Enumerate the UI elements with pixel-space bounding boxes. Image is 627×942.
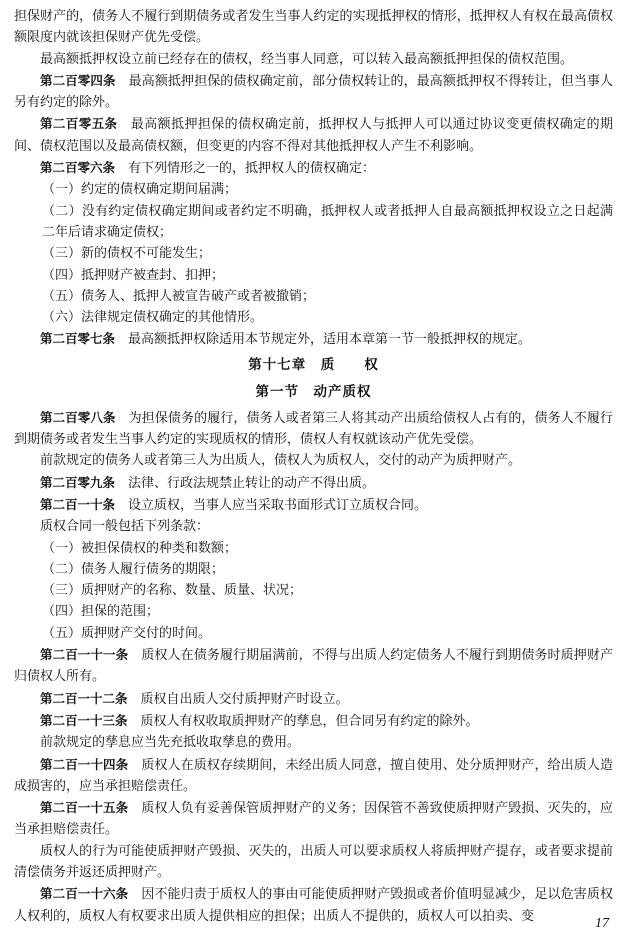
article-label: 第二百一十条 [40, 496, 116, 512]
article-paragraph [14, 407, 613, 451]
article-paragraph [14, 688, 613, 710]
paragraph: 担保财产的，债务人不履行到期债务或者发生当事人约定的实现抵押权的情形，抵押权人有权在最高债权额限度内就该担保财产优先受偿。 [14, 9, 613, 46]
article-paragraph [14, 113, 613, 157]
article-label: 第二百零七条 [40, 331, 116, 347]
article-text: 质权自出质人交付质押财产时设立。 [140, 691, 349, 707]
article-label: 第二百一十三条 [40, 712, 128, 728]
list-item: （一）约定的债权确定期间届满； [42, 182, 238, 198]
paragraph: 最高额抵押权设立前已经存在的债权，经当事人同意，可以转入最高额抵押担保的债权范围。 [40, 51, 574, 67]
list-item: （一）被担保债权的种类和数额； [42, 540, 238, 556]
article-label: 第二百零五条 [40, 116, 118, 132]
article-text: 质权人负有妥善保管质押财产的义务；因保管不善致使质押财产毁损、灭失的，应当承担赔偿责任。 [14, 801, 613, 838]
article-label: 第二百零六条 [40, 160, 116, 176]
list-item: （四）担保的范围； [42, 604, 160, 620]
list-item: （三）质押财产的名称、数量、质量、状况； [42, 583, 303, 599]
article-paragraph [14, 710, 613, 732]
article-paragraph [14, 494, 613, 516]
document-page [14, 6, 613, 927]
list-item: （二）债务人履行债务的期限； [42, 561, 225, 577]
paragraph: 质权人的行为可能使质押财产毁损、灭失的，出质人可以要求质权人将质押财产提存，或者要求提前清偿债务并返还质押财产。 [14, 843, 613, 880]
list-item: （五）债务人、抵押人被宣告破产或者被撤销； [42, 288, 316, 304]
article-label: 第二百一十二条 [40, 690, 128, 706]
article-label: 第二百零八条 [40, 409, 116, 425]
article-paragraph [14, 644, 613, 688]
paragraph: 前款规定的孳息应当先充抵收取孳息的费用。 [40, 735, 301, 751]
article-text: 因不能归责于质权人的事由可能使质押财产毁损或者价值明显减少，足以危害质权人权利的，质权人有权要求出质人提供相应的担保；出质人不提供的，质权人可以拍卖、变 [14, 887, 613, 924]
article-paragraph [14, 883, 613, 927]
article-text: 最高额抵押担保的债权确定前，抵押权人与抵押人可以通过协议变更债权确定的期间、债权范围以及最高债权额，但变更的内容不得对其他抵押权人产生不利影响。 [14, 117, 613, 154]
list-item: （五）质押财产交付的时间。 [42, 625, 212, 641]
list-item: （三）新的债权不可能发生； [42, 246, 212, 262]
article-text: 设立质权，当事人应当采取书面形式订立质权合同。 [128, 497, 428, 513]
article-label: 第二百一十一条 [40, 647, 129, 663]
section-heading: 第十七章 质 权 [248, 356, 379, 373]
paragraph: 前款规定的债务人或者第三人为出质人，债权人为质权人，交付的动产为质押财产。 [40, 453, 522, 469]
article-text: 为担保债务的履行，债务人或者第三人将其动产出质给债权人占有的，债务人不履行到期债务或者发生当事人约定的实现质权的情形，债权人有权就该动产优先受偿。 [14, 410, 613, 448]
article-label: 第二百一十四条 [40, 756, 129, 772]
article-text: 最高额抵押担保的债权确定前，部分债权转让的，最高额抵押权不得转让，但当事人另有约定的除外。 [14, 73, 613, 111]
article-text: 质权人在债务履行期届满前，不得与出质人约定债务人不履行到期债务时质押财产归债权人所有。 [14, 648, 613, 685]
article-label: 第二百零四条 [40, 72, 116, 88]
article-text: 质权人有权收取质押财产的孳息，但合同另有约定的除外。 [140, 713, 479, 729]
list-item: （六）法律规定债权确定的其他情形。 [42, 310, 264, 326]
page-number: 17 [595, 916, 609, 931]
paragraph: 质权合同一般包括下列条款： [40, 519, 210, 535]
article-label: 第二百一十六条 [40, 886, 129, 902]
article-paragraph [14, 328, 613, 350]
list-item: （二）没有约定债权确定期间或者约定不明确，抵押权人或者抵押人自最高额抵押权设立之日起满二年后请求确定债权； [42, 203, 613, 240]
article-text: 有下列情形之一的，抵押权人的债权确定： [128, 161, 376, 177]
section-heading: 第一节 动产质权 [255, 383, 372, 400]
article-paragraph [14, 797, 613, 841]
list-item: （四）抵押财产被查封、扣押； [42, 267, 225, 283]
article-paragraph [14, 157, 613, 179]
article-paragraph [14, 472, 613, 494]
article-text: 最高额抵押权除适用本节规定外，适用本章第一节一般抵押权的规定。 [128, 332, 532, 348]
article-text: 质权人在质权存续期间，未经出质人同意，擅自使用、处分质押财产，给出质人造成损害的，应当承担赔偿责任。 [14, 757, 613, 794]
article-text: 法律、行政法规禁止转让的动产不得出质。 [128, 475, 376, 491]
article-label: 第二百零九条 [40, 474, 116, 490]
article-paragraph [14, 70, 613, 114]
article-paragraph [14, 754, 613, 798]
article-label: 第二百一十五条 [40, 800, 129, 816]
